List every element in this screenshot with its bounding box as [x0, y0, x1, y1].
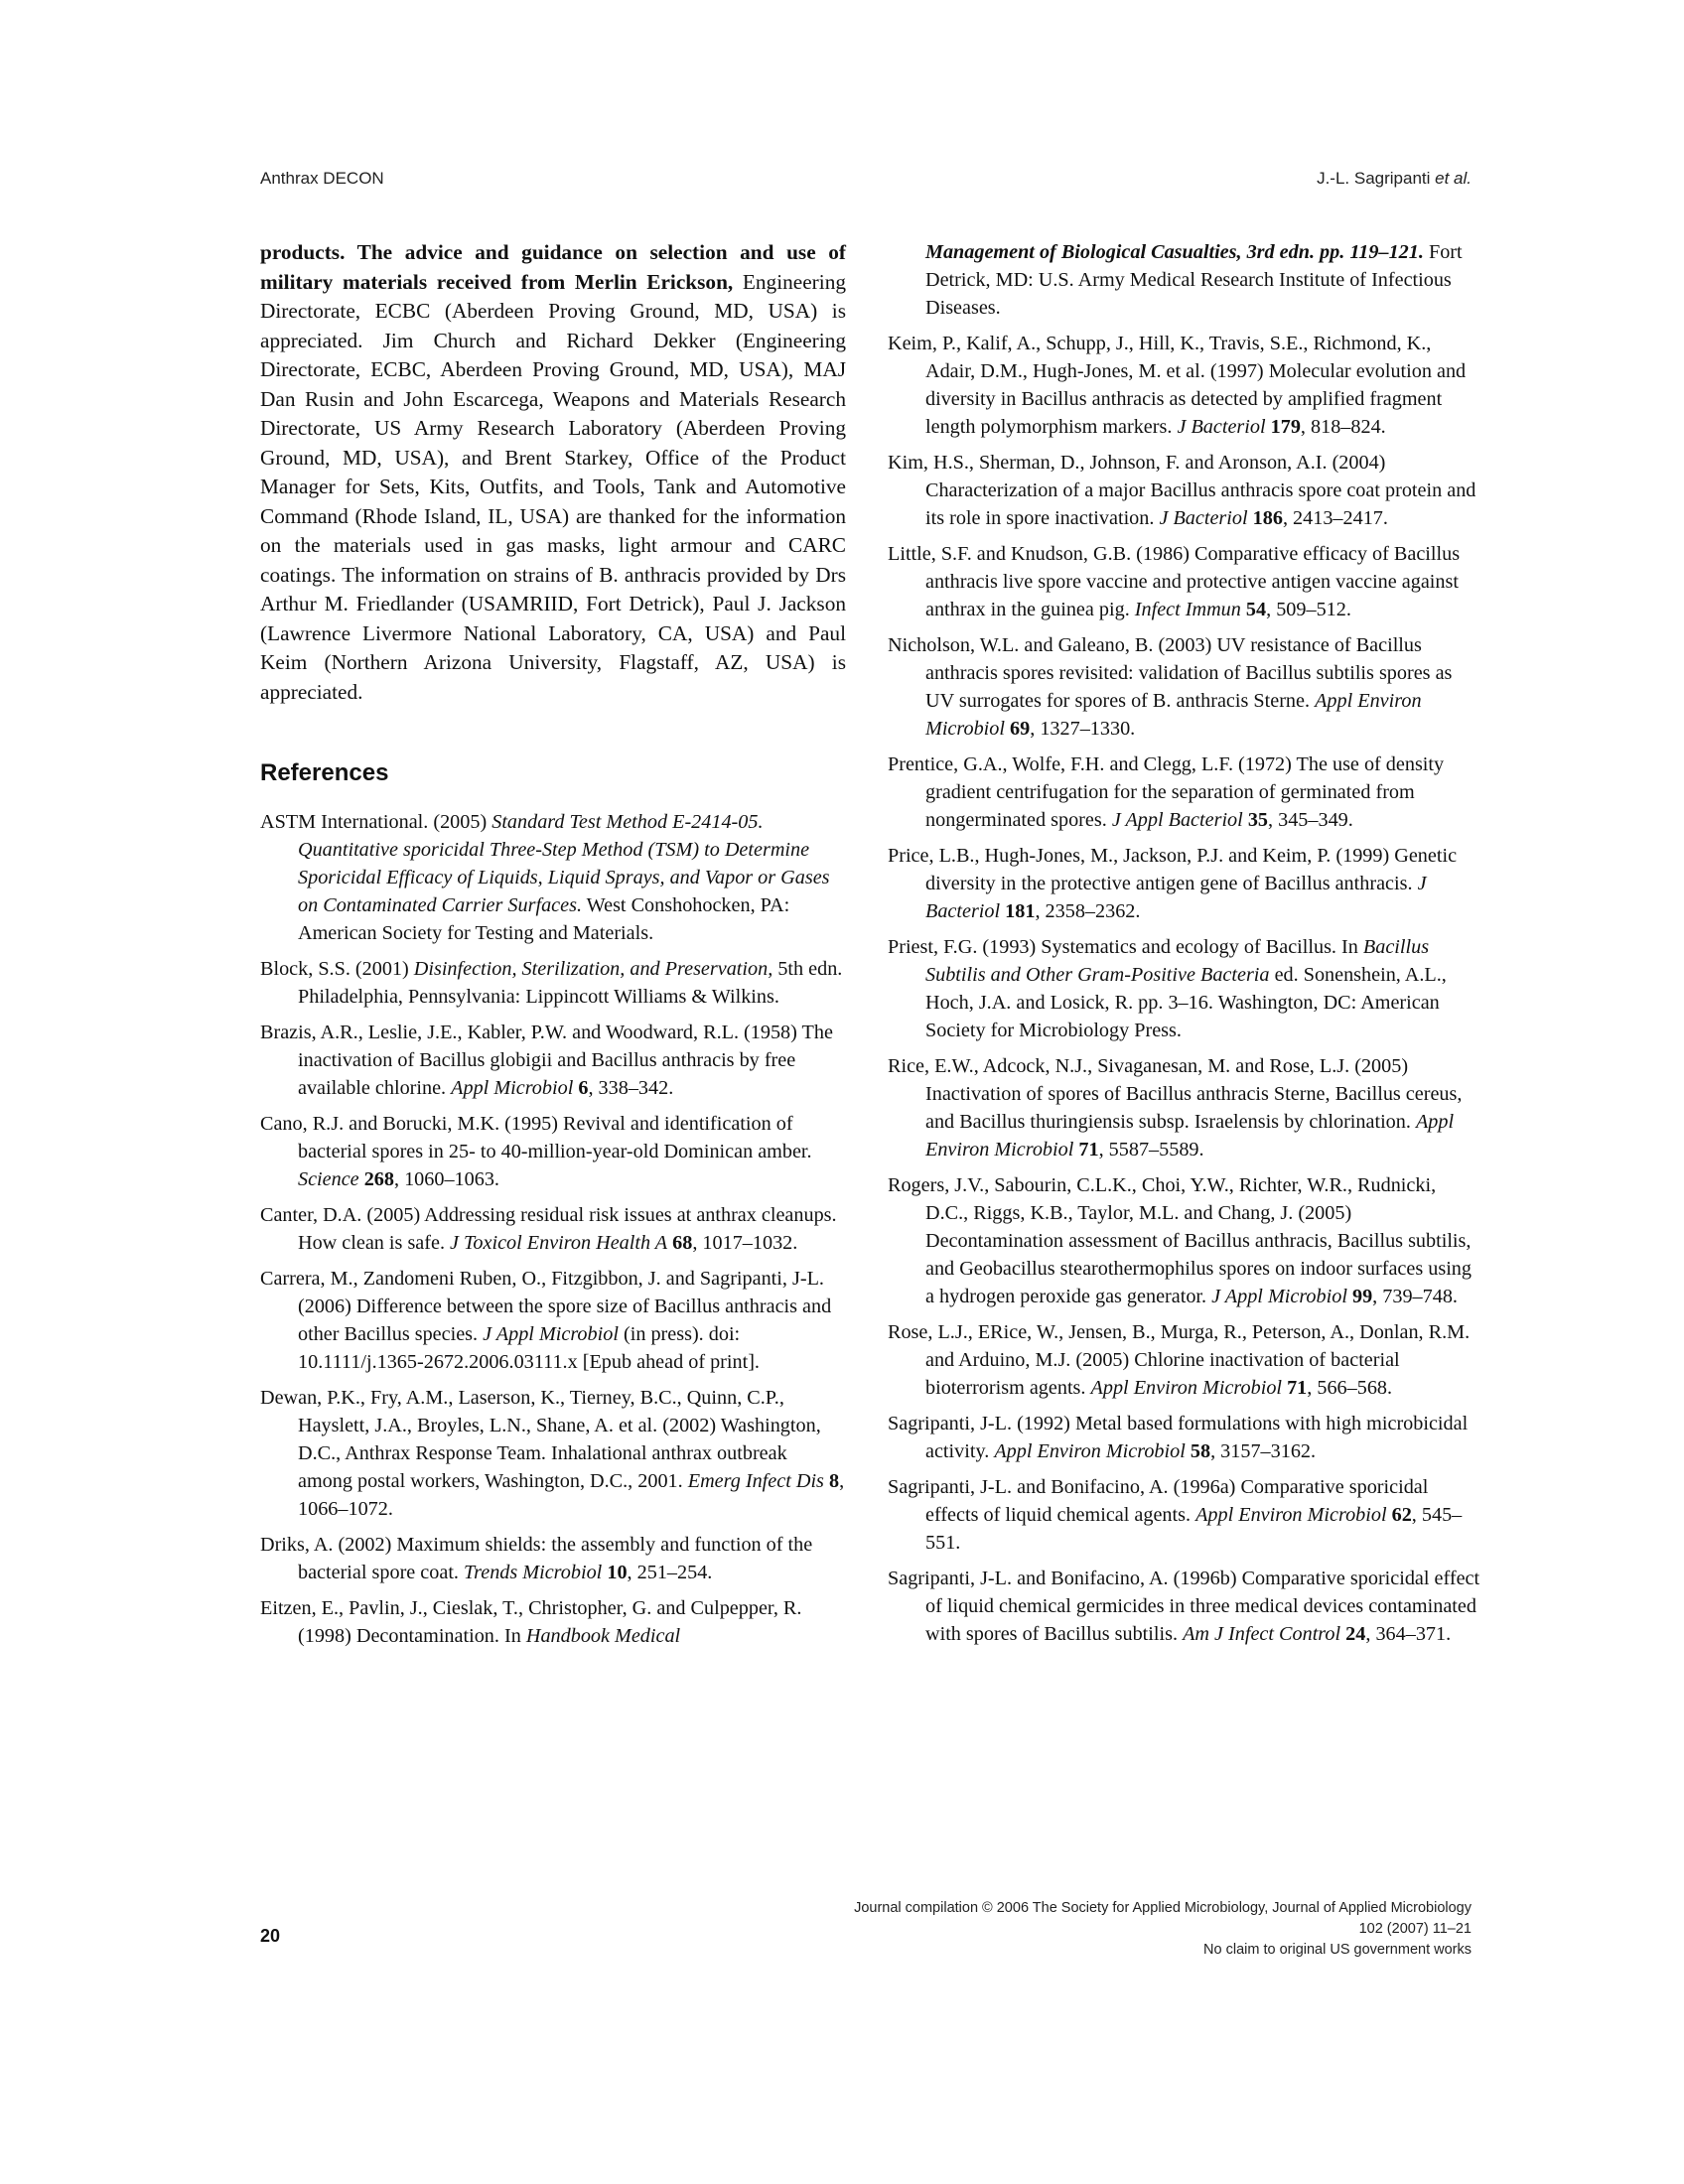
reference-item: [260, 1594, 846, 1650]
reference-list-right: [888, 330, 1481, 1648]
acknowledgement-text: Engineering Directorate, ECBC (Aberdeen Proving Ground, MD, USA) is appreciated. Jim Church and Richard Dekker (Engineering Directorate, ECBC, Aberdeen Proving Ground, MD, USA), MAJ Dan Rusin and John Escarcega, Weapons and Materials Research Directorate, US Army Research Laboratory (Aberdeen Proving Ground, MD, USA), and Brent Starkey, Office of the Product Manager for Sets, Kits, Outfits, and Tools, Tank and Automotive Command (Rhode Island, IL, USA) are thanked for the information on the materials used in gas masks, light armour and CARC coatings. The information on strains of B. anthracis provided by Drs Arthur M. Friedlander (USAMRIID, Fort Detrick), Paul J. Jackson (Lawrence Livermore National Laboratory, CA, USA) and Paul Keim (Northern Arizona University, Flagstaff, AZ, USA) is appreciated.: [260, 269, 846, 704]
reference-pages: , 1060–1063.: [393, 1167, 499, 1190]
reference-item: [888, 1473, 1481, 1557]
reference-item: [260, 1019, 846, 1102]
reference-source: Bacillus Subtilis and Other Gram-Positive Bacteria: [925, 936, 1430, 986]
reference-item: [260, 1110, 846, 1193]
reference-pages: , 338–342.: [588, 1076, 674, 1099]
reference-continuation: [888, 238, 1481, 322]
reference-source: Handbook Medical: [525, 1624, 681, 1647]
reference-details: West Conshohocken, PA: American Society for Testing and Materials.: [298, 893, 790, 944]
reference-pages: , 2358–2362.: [1035, 900, 1141, 922]
reference-pages: , 251–254.: [627, 1561, 713, 1583]
reference-item: [260, 1201, 846, 1257]
reference-volume: 68: [672, 1231, 693, 1254]
reference-list-left: [260, 808, 846, 1650]
running-head-author: J.-L. Sagripanti: [1317, 169, 1436, 188]
reference-authors-title: Price, L.B., Hugh-Jones, M., Jackson, P.J. and Keim, P. (1999) Genetic diversity in the protective antigen gene of Bacillus anthracis.: [888, 845, 1458, 894]
reference-item: [888, 449, 1481, 532]
reference-volume: 58: [1190, 1440, 1211, 1462]
reference-item: [888, 1171, 1481, 1310]
footer-copyright: [834, 1898, 1472, 1961]
right-column: [888, 238, 1481, 1656]
reference-authors-title: Cano, R.J. and Borucki, M.K. (1995) Revival and identification of bacterial spores in 25- to 40-million-year-old Dominican amber.: [260, 1112, 812, 1162]
reference-pages: , 509–512.: [1266, 599, 1351, 620]
reference-volume: 179: [1270, 416, 1301, 438]
reference-source: Am J Infect Control: [1183, 1623, 1341, 1645]
reference-pages: , 1017–1032.: [692, 1231, 798, 1254]
reference-pages: , 1327–1330.: [1030, 718, 1136, 740]
reference-item: [888, 631, 1481, 743]
reference-source: J Toxicol Environ Health A: [450, 1231, 668, 1254]
reference-details: (in press). doi: 10.1111/j.1365-2672.2006.03111.x [Epub ahead of print].: [298, 1322, 760, 1373]
reference-item: [888, 933, 1481, 1044]
reference-item: [888, 1565, 1481, 1648]
reference-authors-title: ASTM International. (2005): [260, 810, 492, 833]
continuation-book-title: Management of Biological Casualties, 3rd edn. pp. 119–121.: [925, 241, 1424, 263]
reference-item: [888, 330, 1481, 441]
running-head-right: [1313, 169, 1472, 189]
reference-volume: 10: [607, 1561, 628, 1583]
reference-authors-title: Canter, D.A. (2005) Addressing residual risk issues at anthrax cleanups. How clean is safe.: [260, 1203, 837, 1254]
reference-source: Appl Environ Microbiol: [1090, 1377, 1283, 1399]
reference-authors-title: Eitzen, E., Pavlin, J., Cieslak, T., Christopher, G. and Culpepper, R. (1998) Decontamination. In: [260, 1596, 802, 1647]
reference-volume: 6: [578, 1076, 589, 1099]
reference-pages: , 5587–5589.: [1098, 1139, 1204, 1160]
reference-authors-title: Carrera, M., Zandomeni Ruben, O., Fitzgibbon, J. and Sagripanti, J-L. (2006) Difference between the spore size of Bacillus anthracis and other Bacillus species.: [260, 1267, 832, 1345]
reference-authors-title: Brazis, A.R., Leslie, J.E., Kabler, P.W. and Woodward, R.L. (1958) The inactivation of Bacillus globigii and Bacillus anthracis by free available chlorine.: [260, 1021, 833, 1099]
acknowledgement-paragraph: [260, 238, 846, 707]
reference-item: [888, 1052, 1481, 1163]
reference-authors-title: Rice, E.W., Adcock, N.J., Sivaganesan, M. and Rose, L.J. (2005) Inactivation of spores of Bacillus anthracis Sterne, Bacillus cereus, and Bacillus thuringiensis subsp. Israelensis by chlorination.: [888, 1055, 1463, 1133]
reference-authors-title: Rose, L.J., ERice, W., Jensen, B., Murga, R., Peterson, A., Donlan, R.M. and Arduino, M.J. (2005) Chlorine inactivation of bacterial bioterrorism agents.: [888, 1321, 1471, 1399]
reference-authors-title: Nicholson, W.L. and Galeano, B. (2003) UV resistance of Bacillus anthracis spores revisited: validation of Bacillus subtilis spores as UV surrogates for spores of B. anthracis Sterne.: [888, 634, 1453, 712]
reference-item: [260, 1265, 846, 1376]
reference-authors-title: Sagripanti, J-L. and Bonifacino, A. (1996a) Comparative sporicidal effects of liquid chemical agents.: [888, 1476, 1429, 1526]
reference-source: J Bacteriol: [1159, 507, 1248, 529]
reference-source: Trends Microbiol: [464, 1561, 603, 1583]
running-head-left: Anthrax DECON: [260, 169, 384, 188]
reference-pages: , 345–349.: [1268, 809, 1353, 831]
reference-pages: , 818–824.: [1300, 416, 1386, 438]
reference-item: [260, 808, 846, 947]
reference-volume: 24: [1345, 1623, 1366, 1645]
reference-source: Disinfection, Sterilization, and Preservation,: [413, 957, 773, 980]
reference-authors-title: Priest, F.G. (1993) Systematics and ecology of Bacillus. In: [888, 936, 1363, 958]
reference-source: Appl Environ Microbiol: [1195, 1504, 1387, 1526]
reference-volume: 35: [1247, 809, 1268, 831]
reference-source: Appl Microbiol: [451, 1076, 574, 1099]
references-heading: References: [260, 759, 389, 786]
reference-volume: 71: [1078, 1139, 1099, 1160]
reference-volume: 268: [363, 1167, 394, 1190]
page-number: 20: [260, 1926, 281, 1946]
continuation-publisher: Fort Detrick, MD: U.S. Army Medical Research Institute of Infectious Diseases.: [925, 241, 1463, 319]
reference-volume: 99: [1351, 1286, 1373, 1307]
reference-authors-title: Kim, H.S., Sherman, D., Johnson, F. and Aronson, A.I. (2004) Characterization of a major Bacillus anthracis spore coat protein and its role in spore inactivation.: [888, 452, 1476, 529]
reference-source: Standard Test Method E-2414-05. Quantitative sporicidal Three-Step Method (TSM) to Determine Sporicidal Efficacy of Liquids, Liquid Sprays, and Vapor or Gases on Contaminated Carrier Surfaces.: [298, 810, 830, 916]
reference-details: ed. Sonenshein, A.L., Hoch, J.A. and Losick, R. pp. 3–16. Washington, DC: American Society for Microbiology Press.: [925, 964, 1447, 1041]
reference-source: Emerg Infect Dis: [687, 1469, 824, 1492]
reference-source: J Appl Bacteriol: [1111, 809, 1243, 831]
reference-volume: 62: [1391, 1504, 1412, 1526]
reference-authors-title: Sagripanti, J-L. and Bonifacino, A. (1996b) Comparative sporicidal effect of liquid chemical germicides in three medical devices contaminated with spores of Bacillus subtilis.: [888, 1568, 1480, 1645]
reference-pages: , 739–748.: [1372, 1286, 1458, 1307]
reference-volume: 54: [1245, 599, 1267, 620]
reference-authors-title: Rogers, J.V., Sabourin, C.L.K., Choi, Y.W., Richter, W.R., Rudnicki, D.C., Riggs, K.B., Taylor, M.L. and Chang, J. (2005) Decontamination assessment of Bacillus anthracis, Bacillus subtilis, and Geobacillus stearothermophilus spores on indoor surfaces using a hydrogen peroxide gas generator.: [888, 1174, 1472, 1307]
reference-pages: , 364–371.: [1365, 1623, 1452, 1645]
reference-authors-title: Prentice, G.A., Wolfe, F.H. and Clegg, L.F. (1972) The use of density gradient centrifugation for the separation of germinated from nongerminated spores.: [888, 753, 1445, 831]
reference-source: Appl Environ Microbiol: [925, 1111, 1455, 1160]
reference-authors-title: Little, S.F. and Knudson, G.B. (1986) Comparative efficacy of Bacillus anthracis live spore vaccine and protective antigen vaccine against anthrax in the guinea pig.: [888, 543, 1461, 620]
footer-journal-line: Journal compilation © 2006 The Society for Applied Microbiology, Journal of Applied Microbiology 102 (2007) 11–21: [854, 1900, 1472, 1937]
left-column: [260, 238, 846, 1658]
reference-item: [888, 540, 1481, 623]
reference-pages: , 3157–3162.: [1210, 1440, 1317, 1462]
reference-item: [888, 1410, 1481, 1465]
reference-item: [260, 955, 846, 1011]
reference-pages: , 1066–1072.: [298, 1469, 845, 1520]
reference-pages: , 566–568.: [1307, 1377, 1393, 1399]
reference-authors-title: Sagripanti, J-L. (1992) Metal based formulations with high microbicidal activity.: [888, 1413, 1469, 1462]
footer-claim-line: No claim to original US government works: [1203, 1942, 1472, 1958]
reference-authors-title: Driks, A. (2002) Maximum shields: the assembly and function of the bacterial spore coat.: [260, 1533, 813, 1583]
reference-pages: , 545–551.: [925, 1504, 1463, 1554]
reference-source: Science: [298, 1167, 359, 1190]
reference-volume: 69: [1010, 718, 1031, 740]
acknowledgement-bold-lead: products. The advice and guidance on selection and use of military materials received from Merlin Erickson,: [260, 240, 846, 294]
reference-item: [260, 1384, 846, 1523]
reference-item: [888, 842, 1481, 925]
reference-source: J Appl Microbiol: [1211, 1286, 1347, 1307]
reference-source: J Appl Microbiol: [483, 1322, 619, 1345]
reference-item: [260, 1531, 846, 1586]
reference-authors-title: Block, S.S. (2001): [260, 957, 414, 980]
reference-source: Appl Environ Microbiol: [994, 1440, 1186, 1462]
reference-details: 5th edn. Philadelphia, Pennsylvania: Lippincott Williams & Wilkins.: [298, 957, 843, 1008]
reference-volume: 186: [1252, 507, 1283, 529]
reference-source: J Bacteriol: [925, 873, 1427, 922]
reference-pages: , 2413–2417.: [1282, 507, 1388, 529]
reference-authors-title: Keim, P., Kalif, A., Schupp, J., Hill, K., Travis, S.E., Richmond, K., Adair, D.M., Hugh-Jones, M. et al. (1997) Molecular evolution and diversity in Bacillus anthracis as detected by amplified fragment length polymorphism markers.: [888, 333, 1467, 438]
reference-source: Infect Immun: [1134, 599, 1241, 620]
reference-volume: 71: [1287, 1377, 1308, 1399]
reference-volume: 8: [828, 1469, 840, 1492]
reference-volume: 181: [1005, 900, 1036, 922]
reference-authors-title: Dewan, P.K., Fry, A.M., Laserson, K., Tierney, B.C., Quinn, C.P., Hayslett, J.A., Broyles, L.N., Shane, A. et al. (2002) Washington, D.C., Anthrax Response Team. Inhalational anthrax outbreak among postal workers, Washington, D.C., 2001.: [260, 1386, 821, 1492]
reference-item: [888, 1318, 1481, 1402]
reference-source: J Bacteriol: [1177, 416, 1266, 438]
reference-source: Appl Environ Microbiol: [925, 690, 1422, 740]
running-head-etal: et al.: [1435, 169, 1472, 188]
reference-item: [888, 751, 1481, 834]
